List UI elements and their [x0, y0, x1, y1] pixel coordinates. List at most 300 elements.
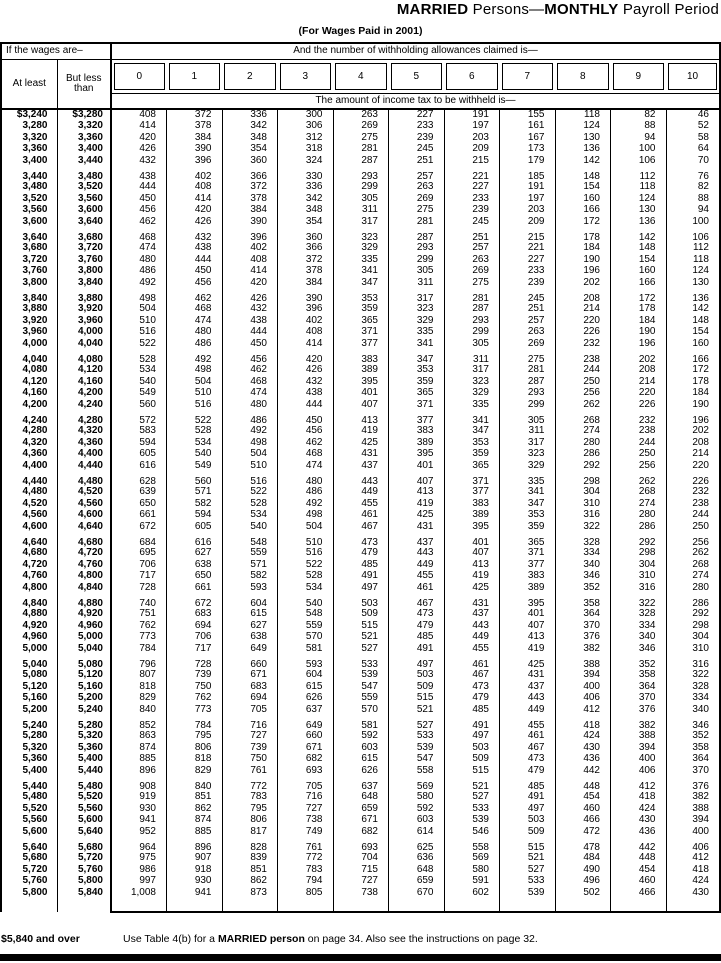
tax-value: 438 — [111, 167, 167, 182]
tax-value: 616 — [167, 533, 223, 548]
wage-but-less: $3,280 — [57, 109, 111, 121]
wage-but-less: 4,160 — [57, 376, 111, 388]
tax-value: 885 — [111, 754, 167, 766]
allowance-col-number: 3 — [280, 63, 332, 90]
tax-value: 533 — [389, 731, 445, 743]
tax-value: 704 — [333, 853, 389, 865]
tax-value: 281 — [389, 216, 445, 228]
tax-value: 424 — [555, 731, 611, 743]
tax-value: 274 — [611, 498, 667, 510]
table-row — [1, 182, 720, 194]
tax-value: 305 — [389, 266, 445, 278]
tax-value: 202 — [611, 350, 667, 365]
wage-but-less: 3,480 — [57, 167, 111, 182]
footer-note-post: on page 34. Also see the instructions on page 32. — [304, 933, 538, 945]
tax-value: 706 — [167, 632, 223, 644]
tax-value: 549 — [111, 388, 167, 400]
tax-value: 323 — [333, 228, 389, 243]
tax-value: 305 — [444, 338, 500, 350]
tax-value: 480 — [167, 327, 223, 339]
tax-value: 280 — [611, 510, 667, 522]
page-title — [0, 1, 719, 18]
tax-value: 682 — [278, 754, 334, 766]
title-monthly: MONTHLY — [544, 1, 619, 18]
tax-value: 256 — [555, 388, 611, 400]
tax-value: 233 — [500, 266, 556, 278]
table-row — [1, 277, 720, 289]
tax-value: 112 — [666, 243, 720, 255]
allowance-col-number: 8 — [557, 63, 609, 90]
wage-at-least: 3,280 — [1, 121, 57, 133]
tax-value: 873 — [222, 887, 278, 899]
tax-value: 311 — [500, 426, 556, 438]
tax-value: 490 — [555, 864, 611, 876]
tax-value: 627 — [167, 548, 223, 560]
tax-value: 418 — [666, 864, 720, 876]
tax-value: 559 — [222, 548, 278, 560]
tax-value: 728 — [167, 655, 223, 670]
tax-value: 342 — [222, 121, 278, 133]
tax-value: 682 — [333, 826, 389, 838]
tax-value: 318 — [278, 144, 334, 156]
tax-value: 257 — [444, 243, 500, 255]
tax-value: 438 — [278, 388, 334, 400]
tax-value: 594 — [167, 510, 223, 522]
wage-at-least: 5,720 — [1, 864, 57, 876]
tax-value: 106 — [611, 155, 667, 167]
table-row — [1, 365, 720, 377]
tax-value: 762 — [111, 620, 167, 632]
tax-value: 772 — [278, 853, 334, 865]
tax-value: 424 — [666, 876, 720, 888]
spacer-cell — [666, 899, 720, 912]
wage-at-least: 4,120 — [1, 376, 57, 388]
tax-value: 795 — [222, 803, 278, 815]
tax-value: 818 — [111, 681, 167, 693]
tax-value: 287 — [389, 228, 445, 243]
tax-value: 316 — [666, 655, 720, 670]
tax-value: 155 — [500, 109, 556, 121]
wage-but-less: 3,560 — [57, 193, 111, 205]
tax-value: 262 — [555, 399, 611, 411]
tax-value: 671 — [278, 742, 334, 754]
wage-but-less: 4,200 — [57, 388, 111, 400]
tax-value: 257 — [500, 315, 556, 327]
tax-value: 444 — [222, 327, 278, 339]
wage-at-least: 4,080 — [1, 365, 57, 377]
wage-at-least: 4,200 — [1, 399, 57, 411]
tax-value: 382 — [555, 643, 611, 655]
tax-value: 548 — [222, 533, 278, 548]
table-row — [1, 521, 720, 533]
table-row — [1, 731, 720, 743]
tax-value: 419 — [444, 571, 500, 583]
tax-value: 474 — [222, 388, 278, 400]
allowance-col-number: 5 — [391, 63, 443, 90]
table-row — [1, 121, 720, 133]
tax-value: 466 — [611, 887, 667, 899]
tax-value: 509 — [500, 826, 556, 838]
tax-value: 521 — [444, 777, 500, 792]
tax-value: 382 — [611, 716, 667, 731]
tax-value: 739 — [167, 670, 223, 682]
tax-value: 582 — [167, 498, 223, 510]
wage-at-least: 3,720 — [1, 254, 57, 266]
wage-but-less: 4,800 — [57, 571, 111, 583]
tax-value: 649 — [222, 643, 278, 655]
tax-value: 136 — [611, 216, 667, 228]
tax-value: 322 — [666, 670, 720, 682]
table-row — [1, 632, 720, 644]
table-row — [1, 704, 720, 716]
tax-value: 263 — [444, 254, 500, 266]
tax-value: 287 — [444, 304, 500, 316]
tax-value: 420 — [222, 277, 278, 289]
tax-value: 437 — [389, 533, 445, 548]
tax-value: 461 — [444, 655, 500, 670]
tax-value: 468 — [278, 449, 334, 461]
tax-value: 650 — [111, 498, 167, 510]
tax-value: 603 — [389, 815, 445, 827]
tax-value: 340 — [611, 632, 667, 644]
tax-value: 486 — [111, 266, 167, 278]
table-row — [1, 109, 720, 121]
tax-value: 88 — [666, 193, 720, 205]
wage-but-less: 4,920 — [57, 609, 111, 621]
wage-at-least: 5,200 — [1, 704, 57, 716]
tax-value: 437 — [500, 681, 556, 693]
tax-value: 408 — [167, 182, 223, 194]
tax-value: 462 — [167, 289, 223, 304]
wages-header-cell: If the wages are– — [1, 43, 111, 59]
tax-value: 209 — [500, 216, 556, 228]
tax-value: 395 — [444, 521, 500, 533]
tax-value: 528 — [167, 426, 223, 438]
tax-value: 454 — [611, 864, 667, 876]
tax-value: 407 — [333, 399, 389, 411]
spacer-cell — [500, 899, 556, 912]
tax-value: 348 — [278, 205, 334, 217]
table-row — [1, 853, 720, 865]
table-row — [1, 559, 720, 571]
tax-value: 335 — [444, 399, 500, 411]
wage-but-less: 3,320 — [57, 121, 111, 133]
tax-value: 197 — [500, 193, 556, 205]
tax-value: 372 — [167, 109, 223, 121]
tax-value: 558 — [444, 838, 500, 853]
spacer-cell — [611, 899, 667, 912]
tax-value: 762 — [167, 693, 223, 705]
table-row — [1, 437, 720, 449]
tax-value: 426 — [278, 365, 334, 377]
tax-value: 142 — [611, 228, 667, 243]
table-row — [1, 266, 720, 278]
tax-value: 390 — [222, 216, 278, 228]
wage-but-less: 4,000 — [57, 327, 111, 339]
tax-value: 509 — [444, 754, 500, 766]
tax-value: 281 — [333, 144, 389, 156]
allowance-col-header — [222, 59, 278, 93]
wage-at-least: 3,520 — [1, 193, 57, 205]
tax-value: 354 — [222, 144, 278, 156]
tax-value: 161 — [500, 121, 556, 133]
tax-value: 504 — [222, 449, 278, 461]
tax-value: 436 — [555, 754, 611, 766]
wage-but-less: 5,000 — [57, 632, 111, 644]
wage-but-less: 5,600 — [57, 815, 111, 827]
tax-value: 419 — [389, 498, 445, 510]
tax-value: 178 — [555, 228, 611, 243]
tax-value: 534 — [278, 582, 334, 594]
spacer-cell — [222, 899, 278, 912]
wage-at-least: 3,320 — [1, 132, 57, 144]
tax-value: 412 — [555, 704, 611, 716]
wage-but-less: 5,160 — [57, 681, 111, 693]
wage-at-least: $3,240 — [1, 109, 57, 121]
tax-value: 407 — [389, 472, 445, 487]
tax-value: 293 — [444, 315, 500, 327]
wage-but-less: 3,680 — [57, 228, 111, 243]
tax-value: 334 — [611, 620, 667, 632]
tax-value: 130 — [555, 132, 611, 144]
tax-value: 322 — [555, 521, 611, 533]
tax-value: 220 — [666, 460, 720, 472]
wage-at-least: 4,520 — [1, 498, 57, 510]
tax-value: 425 — [444, 582, 500, 594]
tax-value: 650 — [167, 571, 223, 583]
tax-value: 540 — [167, 449, 223, 461]
tax-value: 341 — [333, 266, 389, 278]
tax-value: 118 — [555, 109, 611, 121]
tax-value: 238 — [611, 426, 667, 438]
tax-value: 637 — [278, 704, 334, 716]
tax-value: 324 — [278, 155, 334, 167]
tax-value: 160 — [666, 338, 720, 350]
tax-value: 485 — [389, 632, 445, 644]
tax-value: 263 — [389, 182, 445, 194]
tax-value: 964 — [111, 838, 167, 853]
tax-value: 358 — [555, 594, 611, 609]
allowance-col-number: 2 — [224, 63, 276, 90]
tax-value: 521 — [333, 632, 389, 644]
tax-value: 874 — [167, 815, 223, 827]
wage-at-least: 3,880 — [1, 304, 57, 316]
tax-value: 581 — [278, 643, 334, 655]
tax-value: 473 — [500, 754, 556, 766]
tax-value: 738 — [278, 815, 334, 827]
allowance-col-number: 7 — [502, 63, 554, 90]
tax-value: 394 — [611, 742, 667, 754]
tax-value: 521 — [389, 704, 445, 716]
tax-value: 715 — [333, 864, 389, 876]
tax-value: 136 — [555, 144, 611, 156]
wage-but-less: 5,480 — [57, 777, 111, 792]
tax-value: 437 — [333, 460, 389, 472]
spacer-cell — [57, 899, 111, 912]
tax-value: 268 — [666, 559, 720, 571]
tax-value: 160 — [611, 266, 667, 278]
tax-value: 202 — [555, 277, 611, 289]
tax-value: 341 — [444, 411, 500, 426]
tax-value: 424 — [611, 803, 667, 815]
wage-but-less: 5,320 — [57, 731, 111, 743]
tax-value: 614 — [389, 826, 445, 838]
tax-value: 359 — [333, 304, 389, 316]
tax-value: 431 — [333, 449, 389, 461]
table-row — [1, 327, 720, 339]
tax-value: 615 — [222, 609, 278, 621]
table-row — [1, 670, 720, 682]
wage-at-least: 5,400 — [1, 765, 57, 777]
tax-value: 250 — [666, 521, 720, 533]
tax-value: 591 — [444, 876, 500, 888]
wage-at-least: 4,600 — [1, 521, 57, 533]
wage-at-least: 5,560 — [1, 815, 57, 827]
allowance-col-header — [500, 59, 556, 93]
tax-value: 418 — [611, 792, 667, 804]
table-row — [1, 155, 720, 167]
spacer-cell — [167, 899, 223, 912]
wage-at-least: 4,560 — [1, 510, 57, 522]
tax-value: 323 — [500, 449, 556, 461]
tax-value: 394 — [666, 815, 720, 827]
tax-value: 456 — [222, 350, 278, 365]
table-row — [1, 620, 720, 632]
tax-value: 919 — [111, 792, 167, 804]
wage-but-less: 3,520 — [57, 182, 111, 194]
allowance-col-number: 10 — [668, 63, 717, 90]
tax-value: 328 — [555, 533, 611, 548]
tax-value: 328 — [666, 681, 720, 693]
tax-value: 540 — [222, 521, 278, 533]
tax-value: 263 — [333, 109, 389, 121]
tax-value: 740 — [111, 594, 167, 609]
wage-but-less: 4,040 — [57, 338, 111, 350]
tax-value: 460 — [611, 876, 667, 888]
wage-at-least: 4,320 — [1, 437, 57, 449]
table-row — [1, 548, 720, 560]
tax-value: 329 — [333, 243, 389, 255]
tax-value: 377 — [500, 559, 556, 571]
tax-value: 468 — [111, 228, 167, 243]
allowance-col-header — [611, 59, 667, 93]
wage-at-least: 5,240 — [1, 716, 57, 731]
wage-at-least: 3,640 — [1, 228, 57, 243]
tax-value: 414 — [222, 266, 278, 278]
table-row — [1, 132, 720, 144]
tax-value: 694 — [222, 693, 278, 705]
spacer-cell — [333, 899, 389, 912]
wage-at-least: 5,440 — [1, 777, 57, 792]
wage-but-less: 5,440 — [57, 765, 111, 777]
tax-value: 425 — [333, 437, 389, 449]
table-row — [1, 411, 720, 426]
tax-value: 444 — [167, 254, 223, 266]
tax-value: 293 — [500, 388, 556, 400]
tax-value: 256 — [611, 460, 667, 472]
wage-at-least: 4,280 — [1, 426, 57, 438]
tax-value: 930 — [167, 876, 223, 888]
tax-value: 648 — [389, 864, 445, 876]
tax-value: 727 — [222, 731, 278, 743]
table-row — [1, 681, 720, 693]
tax-value: 522 — [278, 559, 334, 571]
wage-at-least: 3,600 — [1, 216, 57, 228]
tax-value: 839 — [222, 853, 278, 865]
tax-value: 317 — [500, 437, 556, 449]
tax-value: 907 — [167, 853, 223, 865]
tax-value: 450 — [167, 266, 223, 278]
table-row — [1, 376, 720, 388]
tax-value: 473 — [333, 533, 389, 548]
allowance-col-header — [666, 59, 720, 93]
tax-value: 515 — [333, 620, 389, 632]
tax-value: 299 — [500, 399, 556, 411]
tax-value: 154 — [611, 254, 667, 266]
wage-at-least: 3,440 — [1, 167, 57, 182]
tax-value: 602 — [444, 887, 500, 899]
tax-value: 546 — [444, 826, 500, 838]
tax-value: 503 — [444, 742, 500, 754]
tax-value: 239 — [500, 277, 556, 289]
tax-value: 455 — [389, 571, 445, 583]
tax-value: 383 — [500, 571, 556, 583]
tax-value: 472 — [555, 826, 611, 838]
tax-value: 196 — [555, 266, 611, 278]
wage-but-less: 5,720 — [57, 853, 111, 865]
allowances-header-cell: And the number of withholding allowances claimed is— — [111, 43, 720, 59]
tax-value: 659 — [333, 803, 389, 815]
tax-value: 408 — [111, 109, 167, 121]
tax-value: 773 — [111, 632, 167, 644]
tax-value: 485 — [500, 777, 556, 792]
tax-value: 226 — [555, 327, 611, 339]
footer-range-label: $5,840 and over — [1, 933, 80, 945]
tax-value: 395 — [333, 376, 389, 388]
tax-value: 438 — [167, 243, 223, 255]
tax-value: 82 — [611, 109, 667, 121]
tax-value: 571 — [222, 559, 278, 571]
tax-value: 443 — [444, 620, 500, 632]
tax-value: 467 — [444, 670, 500, 682]
wage-but-less: 3,760 — [57, 254, 111, 266]
tax-value: 306 — [278, 121, 334, 133]
tax-value: 287 — [333, 155, 389, 167]
tax-value: 528 — [278, 571, 334, 583]
tax-value: 885 — [167, 826, 223, 838]
tax-value: 148 — [555, 167, 611, 182]
tax-value: 474 — [278, 460, 334, 472]
tax-value: 829 — [111, 693, 167, 705]
tax-value: 527 — [389, 716, 445, 731]
tax-value: 772 — [222, 777, 278, 792]
tax-value: 594 — [111, 437, 167, 449]
wage-at-least: 5,760 — [1, 876, 57, 888]
tax-value: 293 — [333, 167, 389, 182]
tax-value: 383 — [444, 498, 500, 510]
wage-but-less: 3,840 — [57, 277, 111, 289]
wage-at-least: 4,640 — [1, 533, 57, 548]
tax-value: 340 — [555, 559, 611, 571]
tax-value: 510 — [278, 533, 334, 548]
tax-value: 516 — [278, 548, 334, 560]
tax-value: 638 — [222, 632, 278, 644]
tax-value: 346 — [611, 643, 667, 655]
tax-value: 997 — [111, 876, 167, 888]
tax-value: 76 — [666, 167, 720, 182]
tax-value: 539 — [500, 887, 556, 899]
tax-value: 365 — [389, 388, 445, 400]
